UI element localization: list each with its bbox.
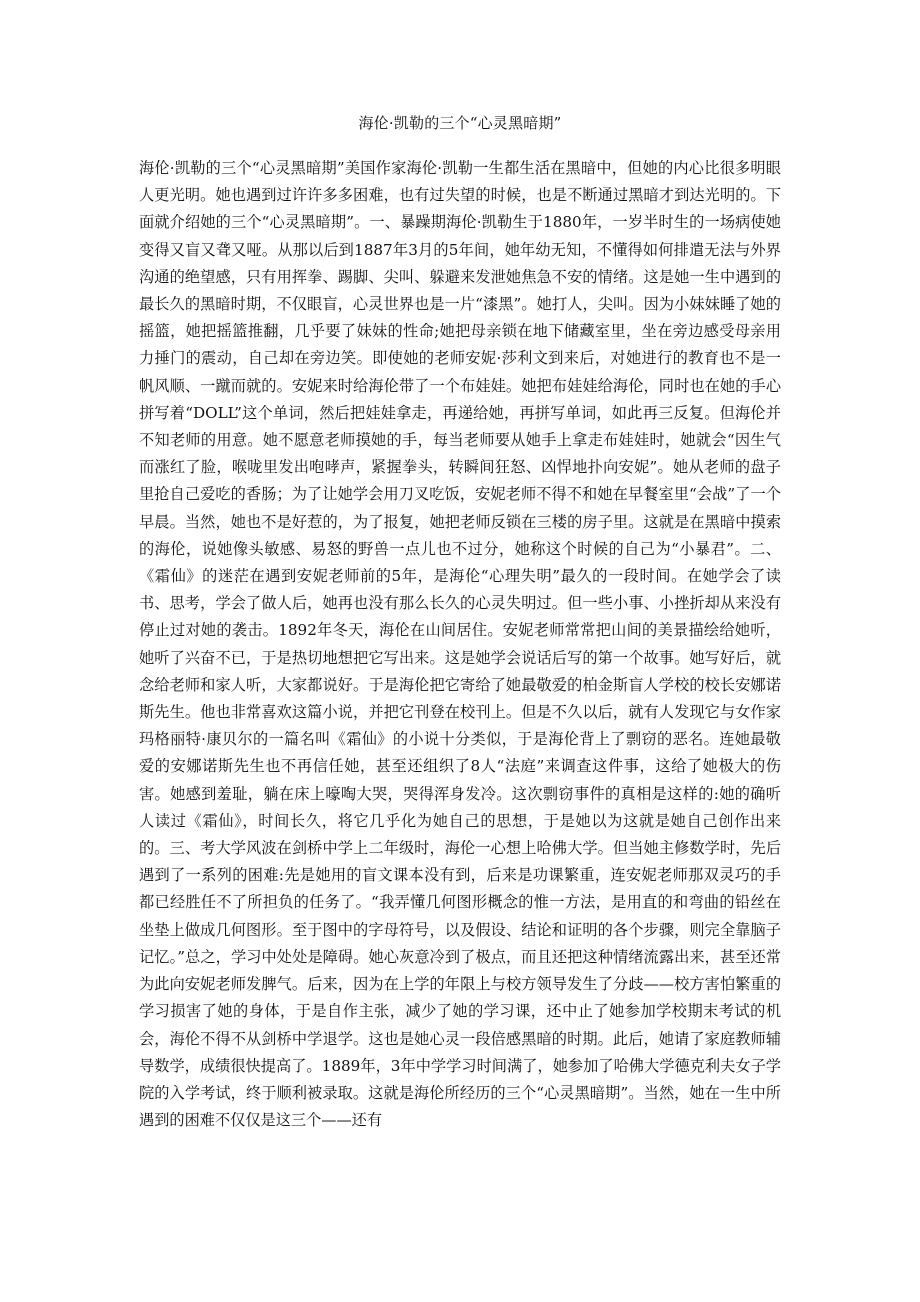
document-body-paragraph: 海伦·凯勒的三个“心灵黑暗期”美国作家海伦·凯勒一生都生活在黑暗中，但她的内心比很多明眼人更光明。她也遇到过许许多多困难，也有过失望的时候，也是不断通过黑暗才到达光明的。下面就介绍她的三个“心灵黑暗期”。一、暴躁期海伦·凯勒生于1880年，一岁半时生的一场病使她变得又盲又聋又哑。从那以后到1887年3月的5年间，她年幼无知，不懂得如何排遣无法与外界沟通的绝望感，只有用挥拳、踢脚、尖叫、躲避来发泄她焦急不安的情绪。这是她一生中遇到的最长久的黑暗时期，不仅眼盲，心灵世界也是一片“漆黑”。她打人，尖叫。因为小妹妹睡了她的摇篮，她把摇篮推翻，几乎要了妹妹的性命;她把母亲锁在地下储藏室里，坐在旁边感受母亲用力捶门的震动，自己却在旁边笑。即使她的老师安妮·莎利文到来后，对她进行的教育也不是一帆风顺、一蹴而就的。安妮来时给海伦带了一个布娃娃。她把布娃娃给海伦，同时也在她的手心拼写着“DOLL”这个单词，然后把娃娃拿走，再递给她，再拼写单词，如此再三反复。但海伦并不知老师的用意。她不愿意老师摸她的手，每当老师要从她手上拿走布娃娃时，她就会“因生气而涨红了脸，喉咙里发出咆哮声，紧握拳头，转瞬间狂怒、凶悍地扑向安妮”。她从老师的盘子里抢自己爱吃的香肠；为了让她学会用刀叉吃饭，安妮老师不得不和她在早餐室里“会战”了一个早晨。当然，她也不是好惹的，为了报复，她把老师反锁在三楼的房子里。这就是在黑暗中摸索的海伦，说她像头敏感、易怒的野兽一点儿也不过分，她称这个时候的自己为“小暴君”。二、《霜仙》的迷茫在遇到安妮老师前的5年，是海伦“心理失明”最久的一段时间。在她学会了读书、思考，学会了做人后，她再也没有那么长久的心灵失明过。但一些小事、小挫折却从来没有停止过对她的袭击。1892年冬天，海伦在山间居住。安妮老师常常把山间的美景描绘给她听，她听了兴奋不已，于是热切地想把它写出来。这是她学会说话后写的第一个故事。她写好后，就念给老师和家人听，大家都说好。于是海伦把它寄给了她最敬爱的柏金斯盲人学校的校长安娜诺斯先生。他也非常喜欢这篇小说，并把它刊登在校刊上。但是不久以后，就有人发现它与女作家玛格丽特·康贝尔的一篇名叫《霜仙》的小说十分类似，于是海伦背上了剽窃的恶名。连她最敬爱的安娜诺斯先生也不再信任她，甚至还组织了8人“法庭”来调查这件事，这给了她极大的伤害。她感到羞耻，躺在床上嚎啕大哭，哭得浑身发冷。这次剽窃事件的真相是这样的:她的确听人读过《霜仙》，时间长久，将它几乎化为她自己的思想，于是她以为这就是她自己创作出来的。三、考大学风波在剑桥中学上二年级时，海伦一心想上哈佛大学。但当她主修数学时，先后遇到了一系列的困难:先是她用的盲文课本没有到，后来是功课繁重，连安妮老师那双灵巧的手都已经胜任不了所担负的任务了。“我弄懂几何图形概念的惟一方法，是用直的和弯曲的铅丝在坐垫上做成几何图形。至于图中的字母符号，以及假设、结论和证明的各个步骤，则完全靠脑子记忆。”总之，学习中处处是障碍。她心灰意冷到了极点，而且还把这种情绪流露出来，甚至还常为此向安妮老师发脾气。后来，因为在上学的年限上与校方领导发生了分歧——校方害怕繁重的学习损害了她的身体，于是自作主张，减少了她的学习课，还中止了她参加学校期末考试的机会，海伦不得不从剑桥中学退学。这也是她心灵一段倍感黑暗的时期。此后，她请了家庭教师辅导数学，成绩很快提高了。1889年，3年中学学习时间满了，她参加了哈佛大学德克利夫女子学院的入学考试，终于顺利被录取。这就是海伦所经历的三个“心灵黑暗期”。当然，她在一生中所遇到的困难不仅仅是这三个——还有 xyxy=(139,159,781,1130)
document-title: 海伦·凯勒的三个“心灵黑暗期” xyxy=(358,114,562,132)
